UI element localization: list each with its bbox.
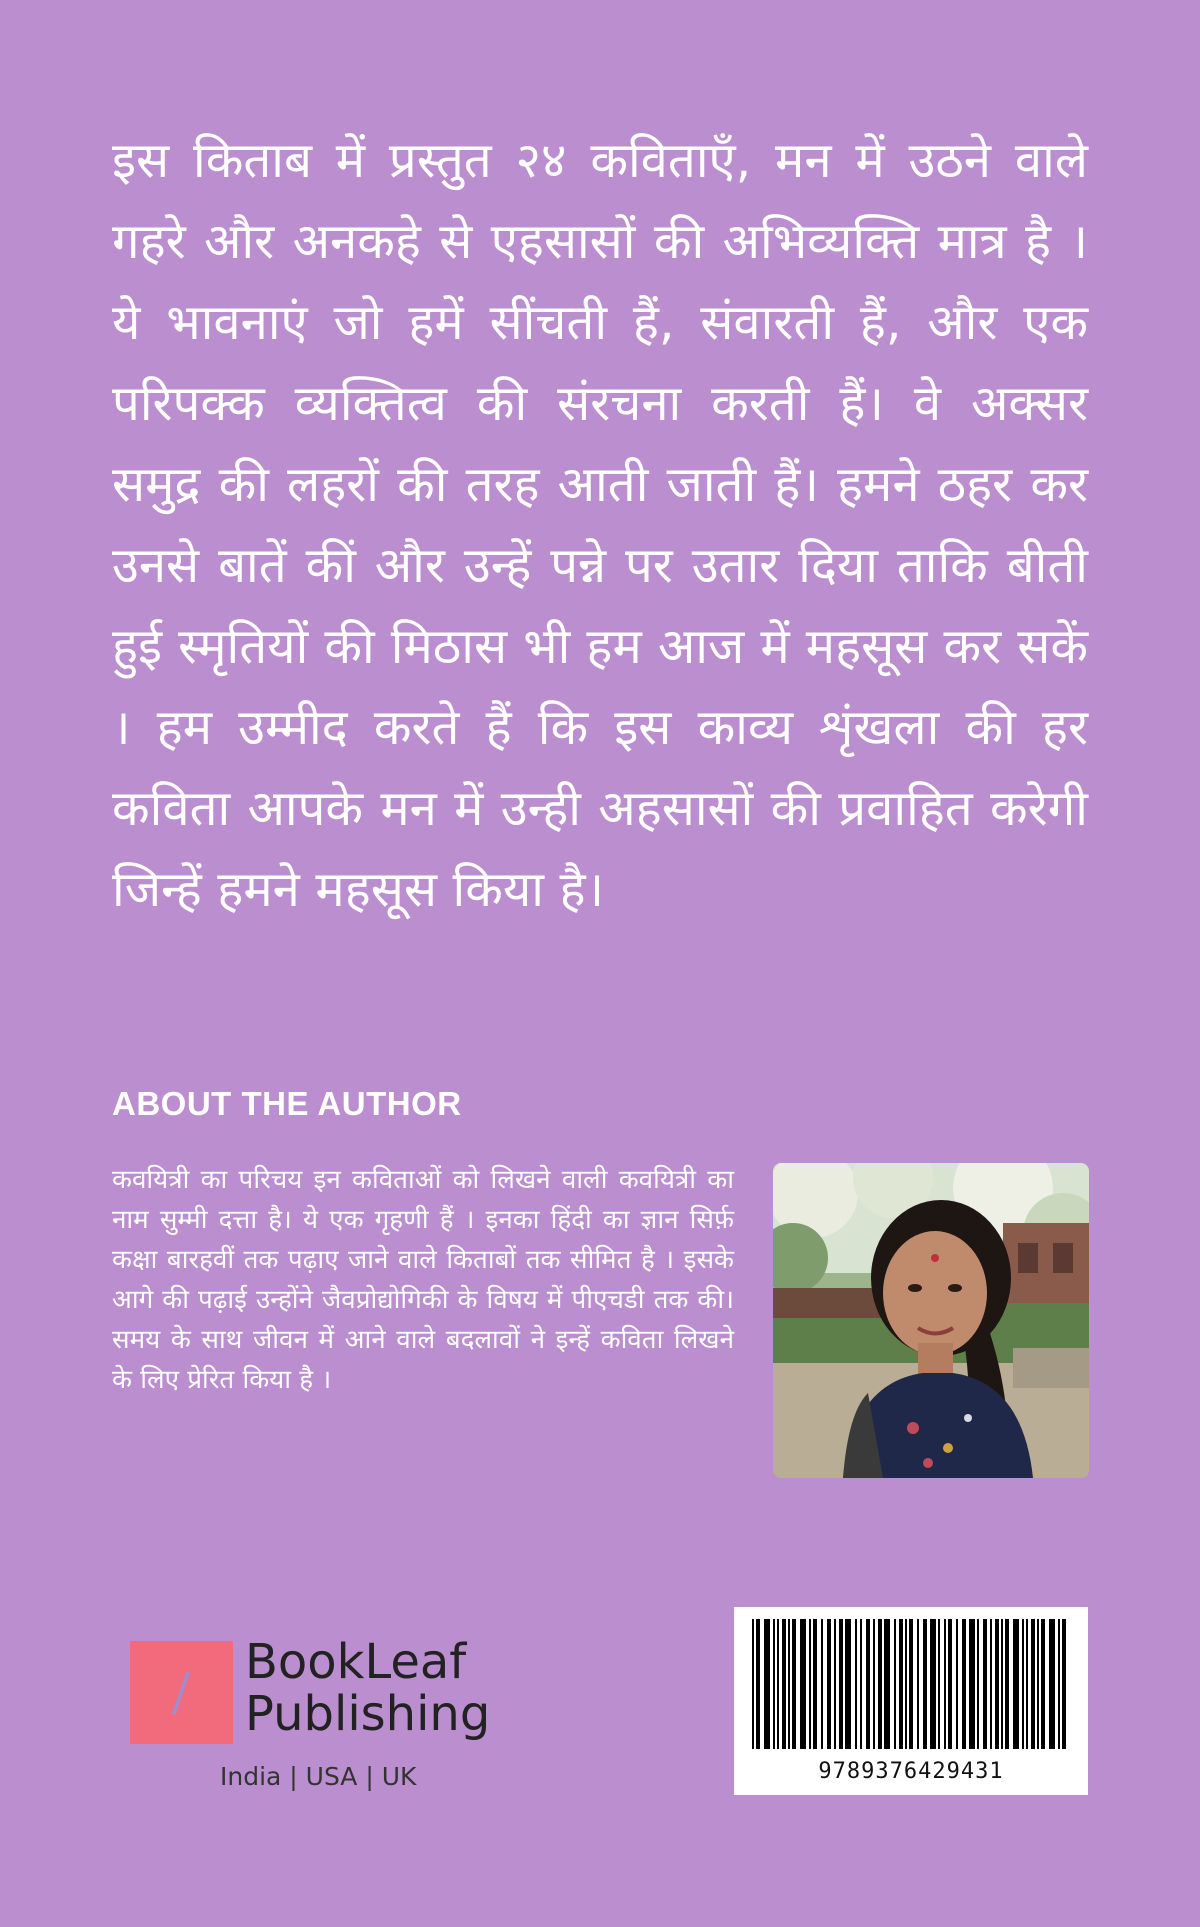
barcode-bar xyxy=(909,1619,913,1749)
barcode-bar xyxy=(1031,1619,1035,1749)
barcode-bar xyxy=(809,1619,811,1749)
barcode-bar xyxy=(821,1619,823,1749)
barcode-bar xyxy=(977,1619,979,1749)
author-bio: कवयित्री का परिचय इन कविताओं को लिखने वाली कवयित्री का नाम सुम्मी दत्ता है। ये एक गृहणी हैं । इनका हिंदी का ज्ञान सिर्फ़ कक्षा बारहवीं तक पढ़ाए जाने वाले किताबों तक सीमित है । इसके आगे की पढ़ाई उन्होंने जैवप्रोद्योगिकी के विषय में पीएचडी तक की। समय के साथ जीवन में आने वाले बदलावों ने इन्हें कविता लिखने के लिए प्रेरित किया है । xyxy=(112,1165,734,1395)
barcode-bar xyxy=(845,1619,851,1749)
barcode-bar xyxy=(944,1619,946,1749)
publisher-regions: India | USA | UK xyxy=(220,1762,417,1791)
barcode-bars xyxy=(750,1619,1072,1754)
isbn-barcode xyxy=(734,1607,1088,1795)
barcode-bar xyxy=(788,1619,790,1749)
barcode-bar xyxy=(983,1619,987,1749)
barcode-bar xyxy=(756,1619,760,1749)
barcode-bar xyxy=(923,1619,927,1749)
barcode-bar xyxy=(866,1619,870,1749)
barcode-bar xyxy=(1062,1619,1066,1749)
publisher-name-line2: Publishing xyxy=(245,1686,491,1742)
barcode-bar xyxy=(860,1619,862,1749)
barcode-bar xyxy=(1026,1619,1028,1749)
barcode-bar xyxy=(839,1619,843,1749)
barcode-bar xyxy=(995,1619,999,1749)
barcode-bar xyxy=(969,1619,975,1749)
barcode-bar xyxy=(1013,1619,1019,1749)
author-photo xyxy=(773,1163,1089,1478)
barcode-bar xyxy=(1049,1619,1055,1749)
publisher-name xyxy=(245,1636,490,1740)
barcode-bar xyxy=(1041,1619,1045,1749)
barcode-bar xyxy=(827,1619,831,1749)
barcode-bar xyxy=(962,1619,966,1749)
barcode-bar xyxy=(777,1619,779,1749)
barcode-bar xyxy=(800,1619,806,1749)
about-author-heading: ABOUT THE AUTHOR xyxy=(112,1085,462,1122)
barcode-bar xyxy=(813,1619,817,1749)
barcode-bar xyxy=(930,1619,936,1749)
barcode-bar xyxy=(938,1619,940,1749)
publisher-logo xyxy=(130,1636,530,1806)
barcode-bar xyxy=(1005,1619,1009,1749)
barcode-bar xyxy=(905,1619,907,1749)
barcode-bar xyxy=(878,1619,882,1749)
barcode-bar xyxy=(1001,1619,1003,1749)
publisher-name-line1: BookLeaf xyxy=(245,1634,467,1690)
barcode-bar xyxy=(1037,1619,1039,1749)
leaf-logo-icon xyxy=(130,1641,233,1744)
barcode-bar xyxy=(1058,1619,1060,1749)
barcode-bar xyxy=(855,1619,857,1749)
barcode-bar xyxy=(1022,1619,1024,1749)
barcode-bar xyxy=(956,1619,958,1749)
back-cover-blurb: इस किताब में प्रस्तुत २४ कविताएँ, मन में उठने वाले गहरे और अनकहे से एहसासों की अभिव्यक्ति मात्र है ।ये भावनाएं जो हमें सींचती हैं, संवारती हैं, और एक परिपक्क व्यक्तित्व की संरचना करती हैं। वे अक्सर समुद्र की लहरों की तरह आती जाती हैं। हमने ठहर कर उनसे बातें कीं और उन्हें पन्ने पर उतार दिया ताकि बीती हुई स्मृतियों की मिठास भी हम आज में महसूस कर सकें । हम उम्मीद करते हैं कि इस काव्य शृंखला की हर कविता आपके मन में उन्ही अहसासों की प्रवाहित करेगी जिन्हें हमने महसूस किया है। xyxy=(112,132,1088,918)
barcode-bar xyxy=(752,1619,754,1749)
isbn-number: 9789376429431 xyxy=(818,1759,1004,1784)
barcode-bar xyxy=(899,1619,903,1749)
barcode-bar xyxy=(764,1619,770,1749)
barcode-bar xyxy=(773,1619,775,1749)
barcode-bar xyxy=(782,1619,786,1749)
barcode-bar xyxy=(894,1619,896,1749)
barcode-bar xyxy=(834,1619,836,1749)
barcode-bar xyxy=(873,1619,875,1749)
barcode-bar xyxy=(792,1619,796,1749)
barcode-bar xyxy=(948,1619,952,1749)
barcode-bar xyxy=(917,1619,919,1749)
barcode-bar xyxy=(884,1619,890,1749)
barcode-bar xyxy=(990,1619,992,1749)
